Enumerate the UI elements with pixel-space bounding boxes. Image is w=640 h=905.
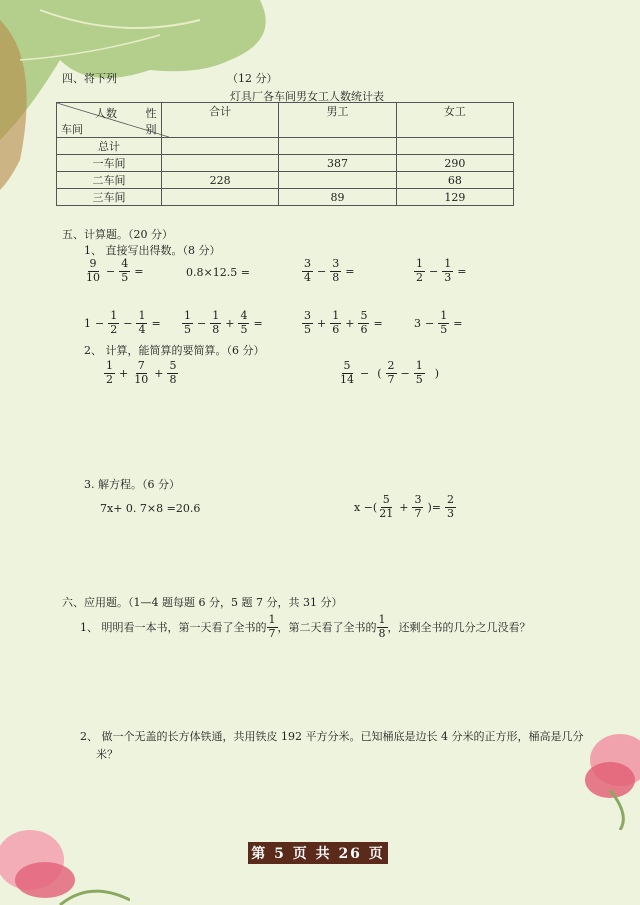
calc-1c: $\frac{3}{4}$ − $\frac{3}{8}$ = — [304, 257, 355, 284]
cell-female: 290 — [396, 155, 513, 172]
row-label: 三车间 — [57, 189, 162, 206]
column-header-total: 合计 — [162, 103, 279, 138]
fraction: $\frac{1}{4}$ — [138, 309, 146, 336]
fraction: $\frac{3}{4}$ — [304, 257, 311, 284]
fraction: $\frac{2}{7}$ — [387, 359, 395, 386]
q3-heading: 3. 解方程。（6 分） — [84, 478, 180, 491]
page-number-badge: 第 5 页 共 26 页 — [248, 842, 388, 864]
cell-total: 228 — [162, 172, 279, 189]
fraction: $\frac{1}{8}$ — [378, 613, 386, 640]
q1-heading: 1、 直接写出得数。（8 分） — [84, 244, 221, 257]
word-problem-2-line1: 2、 做一个无盖的长方体铁通，共用铁皮 192 平方分米。已知桶底是边长 4 分米的正方形，桶高是几分 — [80, 730, 584, 743]
table-row — [57, 155, 514, 172]
word-problem-1: 1、 明明看一本书，第一天看了全书的 $\frac{1}{7}$ ，第二天看了全书的 $\frac{1}{8}$ ，还剩全书的几分之几没看？ — [80, 613, 531, 640]
fraction: $\frac{3}{7}$ — [414, 493, 422, 520]
equation-2: x −( $\frac{5}{21}$ + $\frac{3}{7}$ )= $\frac{2}{3}$ — [354, 493, 454, 520]
fraction: $\frac{5}{14}$ — [340, 359, 354, 386]
calc-q2a: $\frac{1}{2}$ + $\frac{7}{10}$ + $\frac{5}{8}$ — [106, 359, 177, 386]
fraction: $\frac{1}{5}$ — [440, 309, 448, 336]
fraction: $\frac{4}{5}$ — [121, 257, 129, 284]
fraction: $\frac{1}{5}$ — [184, 309, 191, 336]
fraction: $\frac{5}{21}$ — [379, 493, 394, 520]
calc-q2b: $\frac{5}{14}$ − ( $\frac{2}{7}$ − $\frac{1}{5}$ ) — [340, 359, 440, 386]
fraction: $\frac{1}{5}$ — [415, 359, 423, 386]
calc-1a: $\frac{9}{10}$ − $\frac{4}{5}$ = — [86, 257, 144, 284]
fraction: $\frac{3}{8}$ — [332, 257, 340, 284]
corner-label-workshop: 车间 — [61, 123, 83, 136]
flower-decoration-left — [0, 810, 130, 905]
fraction: $\frac{1}{2}$ — [106, 359, 113, 386]
table-row — [57, 189, 514, 206]
table-row — [57, 138, 514, 155]
calc-1d: $\frac{1}{2}$ − $\frac{1}{3}$ = — [416, 257, 467, 284]
cell-male: 89 — [279, 189, 396, 206]
fraction: $\frac{5}{6}$ — [360, 309, 368, 336]
corner-label-gender: 性别 — [145, 107, 157, 136]
fraction: $\frac{2}{3}$ — [446, 493, 454, 520]
fraction: $\frac{9}{10}$ — [86, 257, 100, 284]
table-title: 灯具厂各车间男女工人数统计表 — [230, 90, 384, 103]
cell-female: 129 — [396, 189, 513, 206]
calc-2c: $\frac{3}{5}$ + $\frac{1}{6}$ + $\frac{5}{6}$ = — [304, 309, 383, 336]
row-label: 一车间 — [57, 155, 162, 172]
column-header-female: 女工 — [396, 103, 513, 138]
cell-total[interactable] — [162, 138, 279, 155]
cell-male[interactable] — [279, 172, 396, 189]
fraction: $\frac{7}{10}$ — [134, 359, 149, 386]
row-label: 总计 — [57, 138, 162, 155]
cell-male: 387 — [279, 155, 396, 172]
word-problem-2-line2: 米？ — [96, 748, 118, 761]
section5-heading: 五、计算题。（20 分） — [62, 228, 173, 241]
calc-2d: 3 − $\frac{1}{5}$ = — [414, 309, 463, 336]
fraction: $\frac{1}{7}$ — [268, 613, 276, 640]
fraction: $\frac{1}{3}$ — [444, 257, 452, 284]
cell-male[interactable] — [279, 138, 396, 155]
cell-female[interactable] — [396, 138, 513, 155]
table-corner-cell — [57, 103, 162, 138]
calc-2b: $\frac{1}{5}$ − $\frac{1}{8}$ + $\frac{4}{5}$ = — [184, 309, 263, 336]
cell-female: 68 — [396, 172, 513, 189]
fraction: $\frac{5}{8}$ — [169, 359, 177, 386]
calc-1b: 0.8×12.5 = — [186, 266, 250, 279]
fraction: $\frac{4}{5}$ — [240, 309, 248, 336]
calc-2a: 1 − $\frac{1}{2}$ − $\frac{1}{4}$ = — [84, 309, 161, 336]
corner-label-count: 人数 — [95, 107, 117, 120]
column-header-male: 男工 — [279, 103, 396, 138]
table-header-row — [57, 103, 514, 138]
table-row — [57, 172, 514, 189]
fraction: $\frac{1}{8}$ — [212, 309, 220, 336]
fraction: $\frac{1}{6}$ — [332, 309, 340, 336]
fraction: $\frac{1}{2}$ — [416, 257, 423, 284]
section4-heading: 四、将下列 （12 分） — [62, 72, 278, 85]
stats-table — [56, 102, 514, 206]
fraction: $\frac{3}{5}$ — [304, 309, 311, 336]
fraction: $\frac{1}{2}$ — [110, 309, 118, 336]
cell-total[interactable] — [162, 155, 279, 172]
section6-heading: 六、应用题。（1—4 题每题 6 分，5 题 7 分，共 31 分） — [62, 596, 343, 609]
equation-1: 7x+ 0. 7×8 =20.6 — [100, 502, 201, 515]
row-label: 二车间 — [57, 172, 162, 189]
cell-total[interactable] — [162, 189, 279, 206]
q2-heading: 2、 计算，能简算的要简算。（6 分） — [84, 344, 265, 357]
